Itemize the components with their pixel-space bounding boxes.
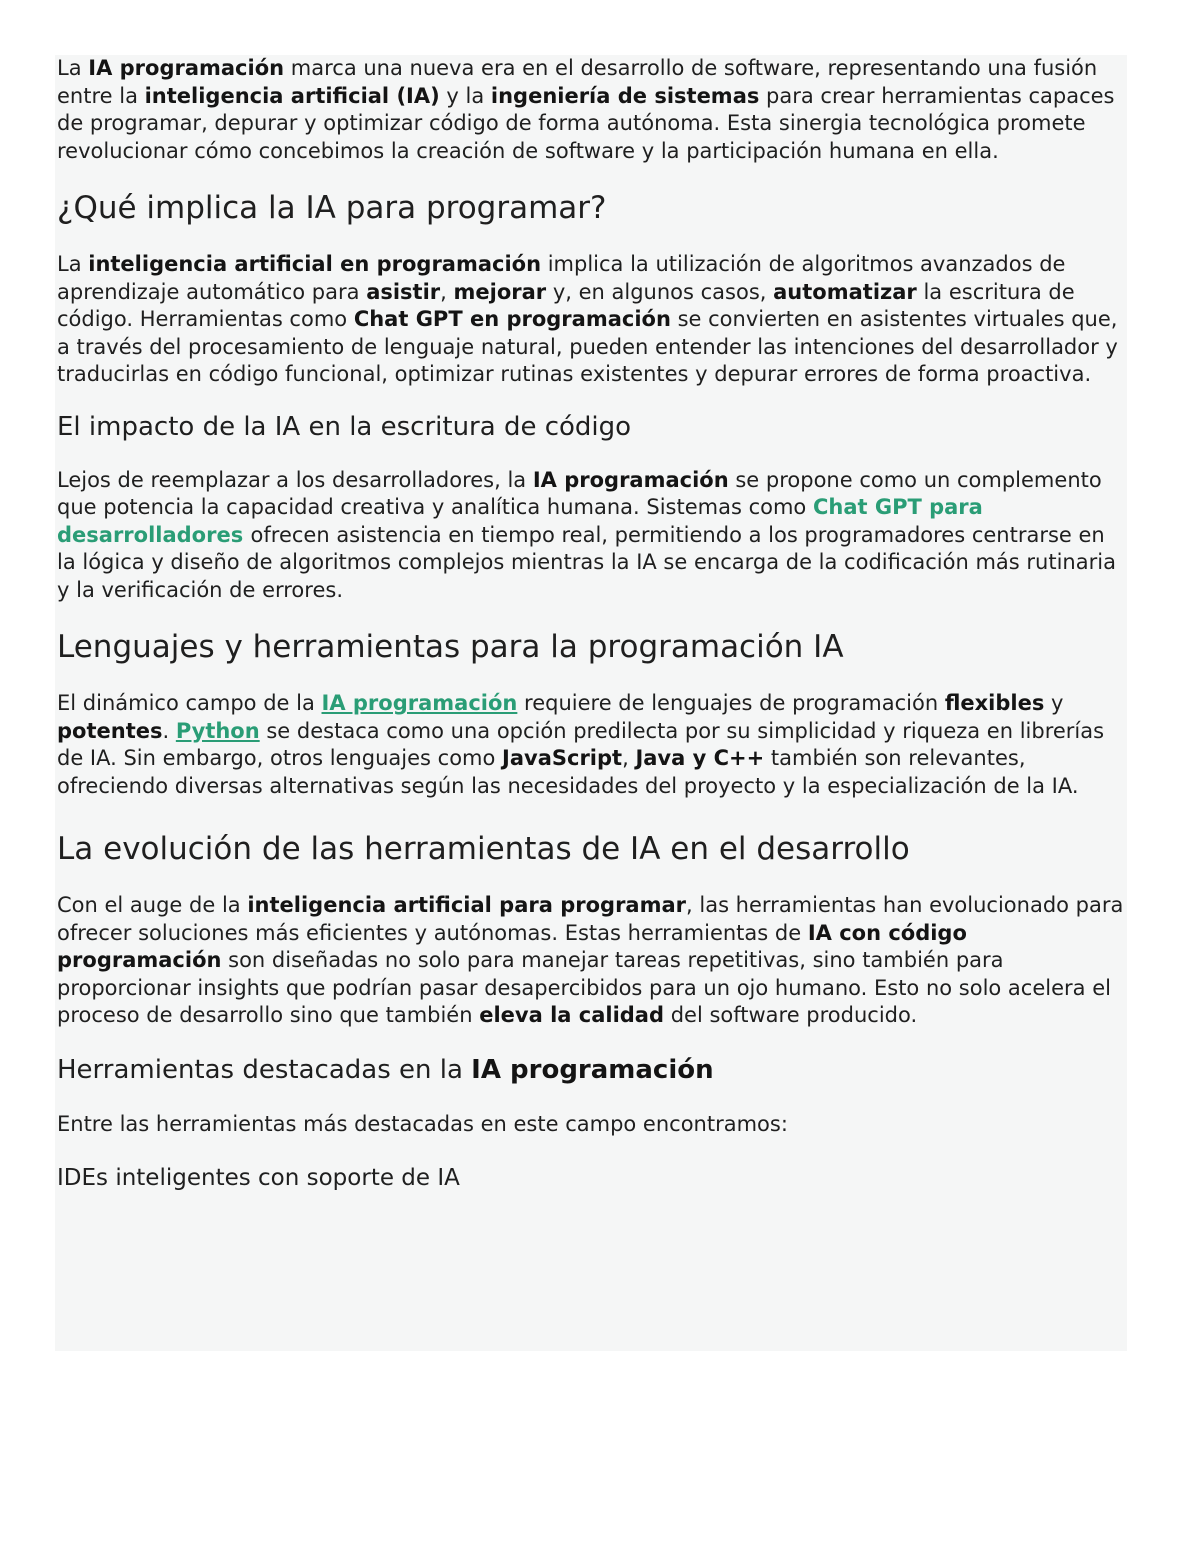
intro-bold-3: ingeniería de sistemas (490, 83, 760, 108)
section5-paragraph: Entre las herramientas más destacadas en este campo encontramos: (57, 1111, 788, 1136)
section1-text-3: , (440, 279, 454, 304)
section1-bold-1: inteligencia artificial en programación (88, 252, 542, 276)
section2-text-2: se propone como un complemento que potencia la capacidad creativa y analítica humana. Sistemas como (57, 467, 1102, 519)
section2-text-1: Lejos de reemplazar a los desarrolladores, la (57, 467, 533, 492)
ia-programacion-link[interactable]: IA programación (321, 691, 518, 715)
section1-text-6: se convierten en asistentes virtuales que, a través del procesamiento de lenguaje natural, pueden entender las intenciones del desarrollador y traducirlas en código funcional, optimizar rutinas existentes y depurar errores de forma proactiva. (57, 307, 1118, 386)
python-link[interactable]: Python (175, 718, 260, 743)
intro-bold-1: IA programación (88, 56, 285, 80)
section5-heading-text: Herramientas destacadas en la (57, 1054, 472, 1085)
intro-text-1: La (57, 56, 89, 80)
section4-bold-2: IA con código programación (57, 920, 967, 972)
section3-text-3: y (1044, 691, 1064, 715)
chatgpt-desarrolladores-link[interactable]: Chat GPT para desarrolladores (57, 495, 983, 547)
intro-text-4: para crear herramientas capaces de programar, depurar y optimizar código de forma autónoma. Esta sinergia tecnológica promete revolucionar cómo concebimos la creación de software y la participación humana en ella. (57, 83, 1115, 163)
section4-text-1: Con el auge de la (57, 893, 248, 917)
section1-text-5: la escritura de código. Herramientas como (57, 279, 1075, 331)
section2-paragraph (57, 467, 1127, 605)
section5-heading (57, 1054, 1127, 1086)
intro-text-3: y la (439, 83, 491, 108)
section3-bold-4: Java y C++ (635, 746, 765, 770)
section3-text-4: . (162, 718, 176, 743)
section3-text-2: requiere de lenguajes de programación (517, 691, 945, 715)
section3-text-6: , (622, 746, 636, 770)
section3-bold-1: flexibles (944, 691, 1045, 715)
intro-paragraph (57, 55, 1127, 165)
section1-bold-4: automatizar (773, 279, 917, 304)
section4-bold-3: eleva la calidad (479, 1003, 665, 1027)
section4-text-3: son diseñadas no solo para manejar tareas repetitivas, sino también para proporcionar insights que podrían pasar desapercibidos para un ojo humano. Esto no solo acelera el proceso de desarrollo sino que también (57, 948, 1111, 1027)
section4-heading: La evolución de las herramientas de IA en el desarrollo (57, 831, 910, 867)
section2-text-3: ofrecen asistencia en tiempo real, permitiendo a los programadores centrarse en la lógica y diseño de algoritmos complejos mientras la IA se encarga de la codificación más rutinaria y la verificación de errores. (57, 522, 1116, 602)
intro-text-2: marca una nueva era en el desarrollo de software, representando una fusión entre la (57, 56, 1098, 108)
section3-text-1: El dinámico campo de la (57, 691, 322, 715)
section6-heading: IDEs inteligentes con soporte de IA (57, 1165, 460, 1191)
section3-heading: Lenguajes y herramientas para la programación IA (57, 629, 844, 665)
section5-heading-bold: IA programación (471, 1054, 714, 1085)
intro-bold-2: inteligencia artificial (IA) (144, 83, 440, 108)
section1-bold-2: asistir (366, 279, 441, 304)
article-content (55, 55, 1127, 1351)
section1-paragraph (57, 251, 1127, 389)
section4-text-2: , las herramientas han evolucionado para ofrecer soluciones más eficientes y autónomas. Estas herramientas de (57, 893, 1124, 945)
section4-paragraph (57, 892, 1127, 1030)
section1-text-2: implica la utilización de algoritmos avanzados de aprendizaje automático para (57, 252, 1066, 304)
section3-text-7: también son relevantes, ofreciendo diversas alternativas según las necesidades del proyecto y la especialización de la IA. (57, 746, 1079, 798)
section3-text-5: se destaca como una opción predilecta por su simplicidad y riqueza en librerías de IA. Sin embargo, otros lenguajes como (57, 718, 1105, 770)
section1-bold-3: mejorar (453, 279, 547, 304)
section2-heading: El impacto de la IA en la escritura de código (57, 411, 632, 442)
section3-paragraph (57, 690, 1127, 800)
section3-bold-2: potentes (57, 718, 163, 743)
section1-bold-5: Chat GPT en programación (353, 307, 671, 331)
section4-bold-1: inteligencia artificial para programar (247, 893, 687, 917)
section4-text-4: del software producido. (664, 1003, 918, 1027)
section1-text-1: La (57, 252, 89, 276)
section1-text-4: y, en algunos casos, (546, 279, 774, 304)
section2-bold-1: IA programación (532, 467, 729, 492)
section1-heading: ¿Qué implica la IA para programar? (57, 190, 607, 226)
section3-bold-3: JavaScript (502, 746, 623, 770)
